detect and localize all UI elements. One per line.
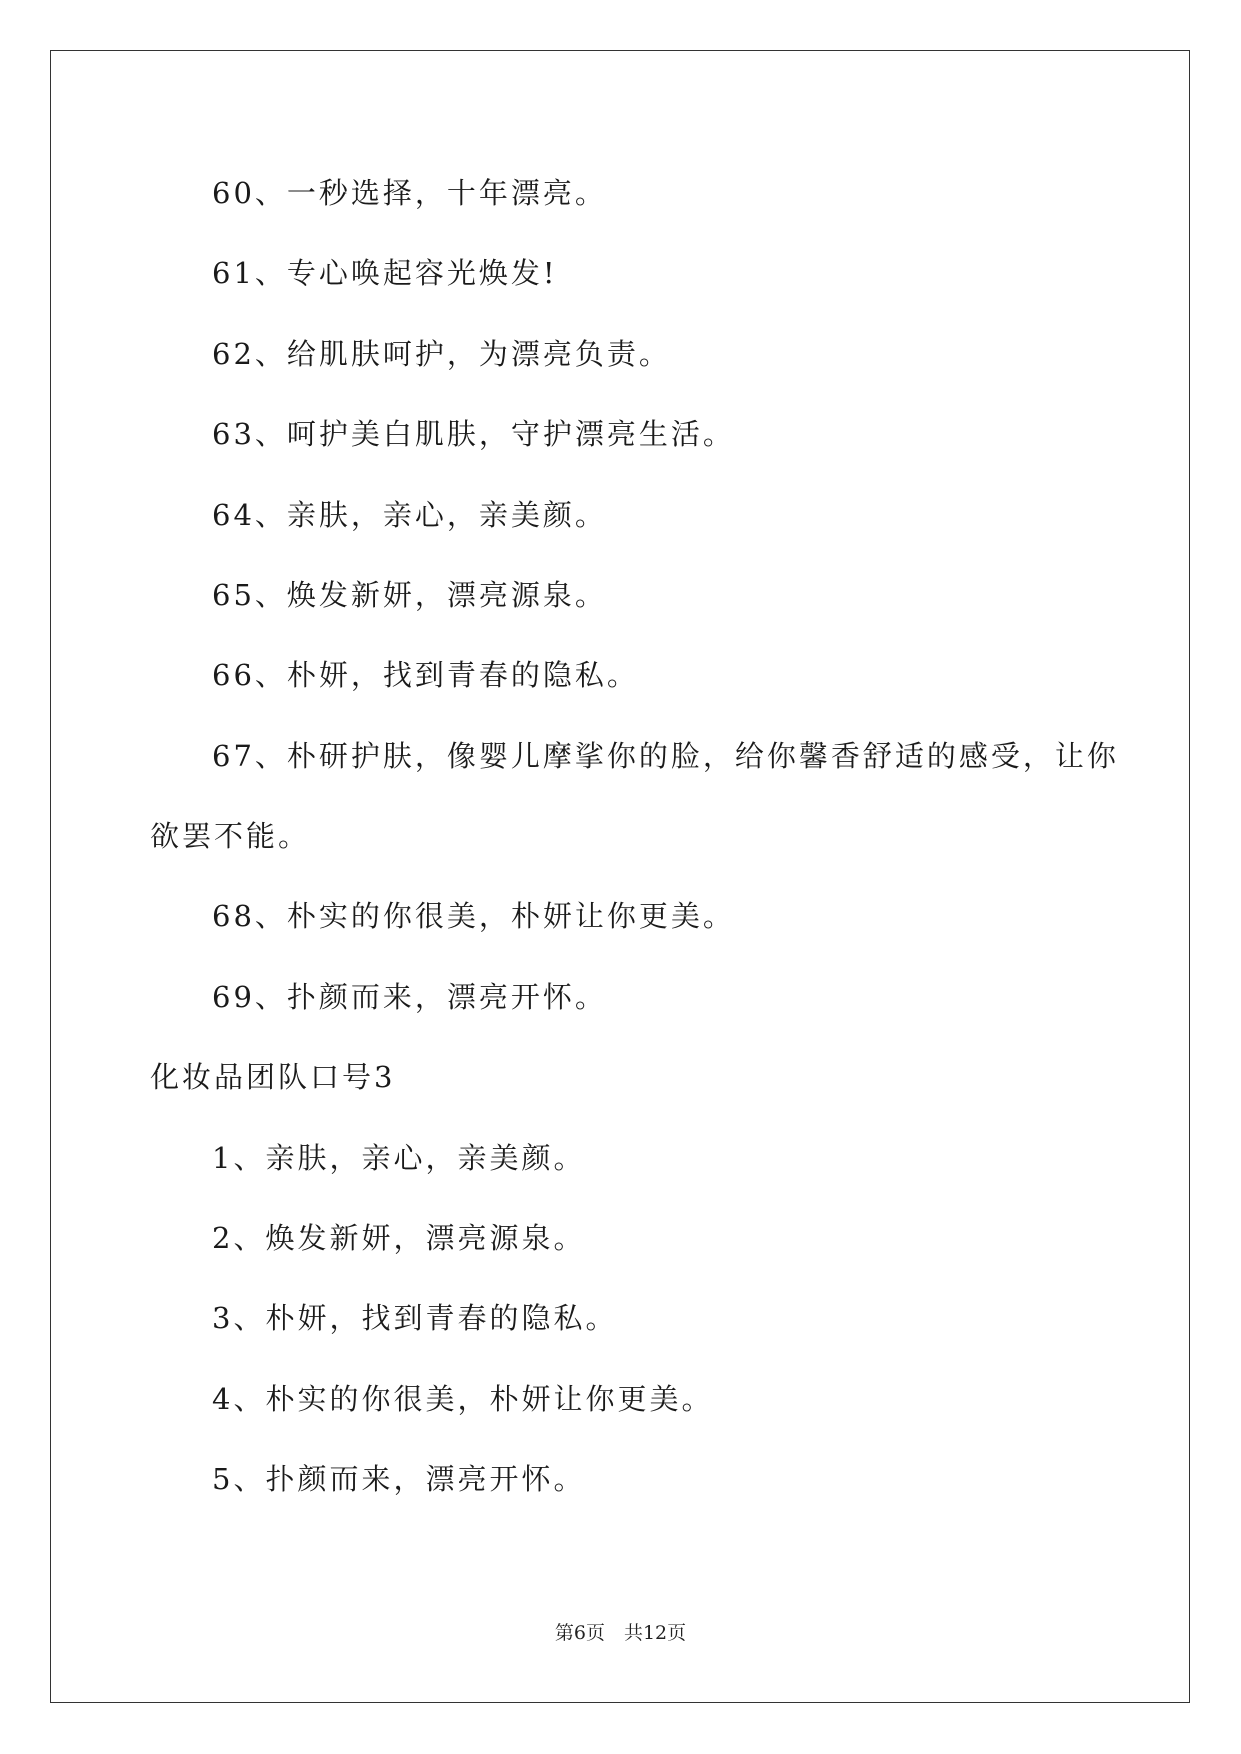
slogan-line-65: 65、焕发新妍，漂亮源泉。: [212, 578, 607, 612]
section-slogan-line-4: 4、朴实的你很美，朴妍让你更美。: [212, 1382, 714, 1416]
slogan-line-64: 64、亲肤，亲心，亲美颜。: [212, 498, 607, 532]
slogan-line-67-continued: 欲罢不能。: [150, 819, 311, 853]
section-title: 化妆品团队口号3: [150, 1060, 396, 1094]
slogan-line-62: 62、给肌肤呵护，为漂亮负责。: [212, 337, 671, 371]
section-slogan-line-3: 3、朴妍，找到青春的隐私。: [212, 1301, 618, 1335]
slogan-line-66: 66、朴妍，找到青春的隐私。: [212, 658, 639, 692]
slogan-line-60: 60、一秒选择，十年漂亮。: [212, 176, 607, 210]
slogan-line-69: 69、扑颜而来，漂亮开怀。: [212, 980, 607, 1014]
slogan-line-67: 67、朴研护肤，像婴儿摩挲你的脸，给你馨香舒适的感受，让你: [212, 739, 1119, 773]
slogan-line-68: 68、朴实的你很美，朴妍让你更美。: [212, 899, 735, 933]
section-slogan-line-5: 5、扑颜而来，漂亮开怀。: [212, 1462, 586, 1496]
page-number-footer: 第6页 共12页: [554, 1622, 687, 1644]
slogan-line-63: 63、呵护美白肌肤，守护漂亮生活。: [212, 417, 735, 451]
section-slogan-line-2: 2、焕发新妍，漂亮源泉。: [212, 1221, 586, 1255]
slogan-line-61: 61、专心唤起容光焕发!: [212, 256, 558, 290]
section-slogan-line-1: 1、亲肤，亲心，亲美颜。: [212, 1141, 586, 1175]
page-border: [50, 50, 1190, 1703]
